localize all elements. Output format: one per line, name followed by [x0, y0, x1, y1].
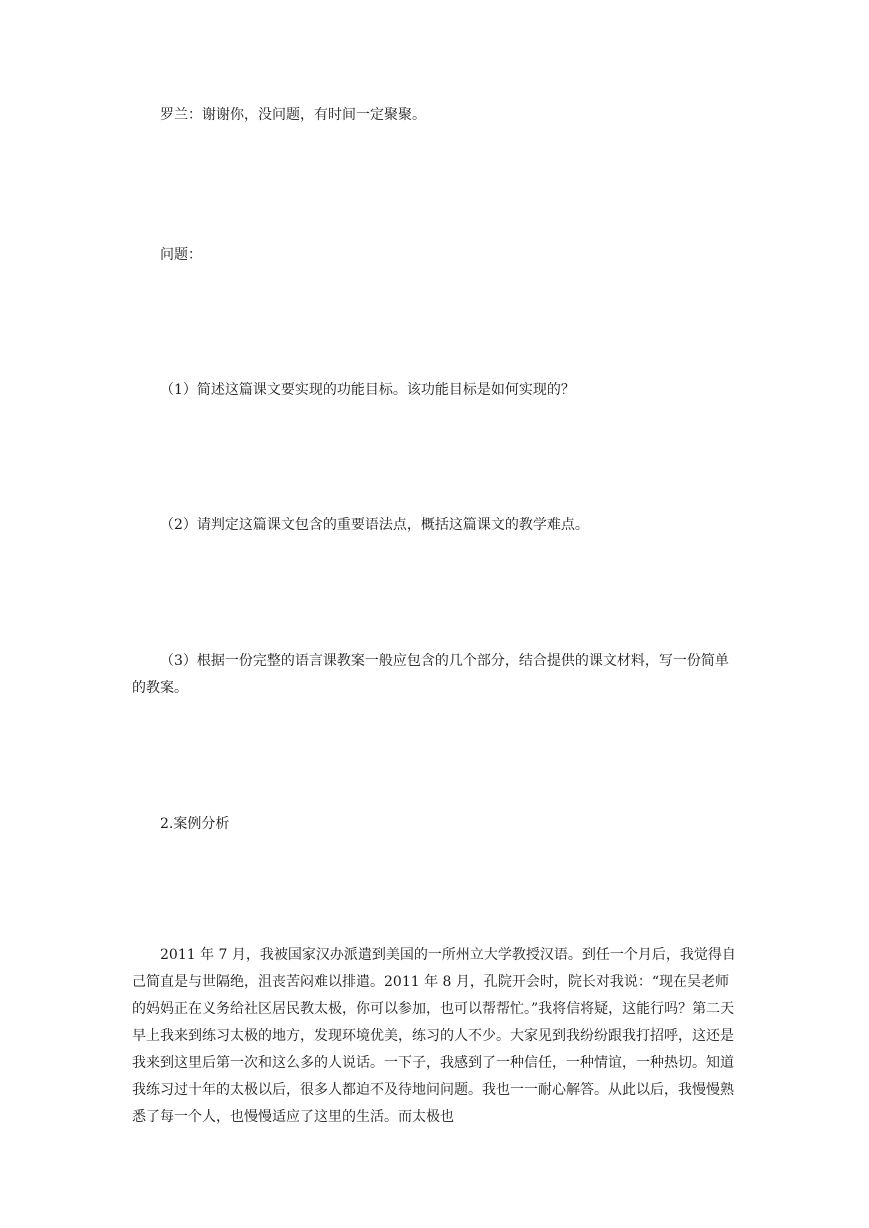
question-heading: 问题： — [160, 247, 202, 263]
question-1: （1）简述这篇课文要实现的功能目标。该功能目标是如何实现的？ — [160, 382, 575, 398]
question-2: （2）请判定这篇课文包含的重要语法点，概括这篇课文的教学难点。 — [160, 517, 589, 533]
case-paragraph: 2011 年 7 月，我被国家汉办派遣到美国的一所州立大学教授汉语。到任一个月后，我觉得自己简直是与世隔绝，沮丧苦闷难以排遣。2011 年 8 月，孔院开会时，院长对我说：“现在吴老师的妈妈正在义务给社区居民教太极，你可以参加，也可以帮帮忙。”我将信将疑，这能行吗？第二天早上我来到练习太极的地方，发现环境优美，练习的人不少。大家见到我纷纷跟我打招呼，这还是我来到这里后第一次和这么多的人说话。一下子，我感到了一种信任，一种情谊，一种热切。知道我练习过十年的太极以后，很多人都迫不及待地问问题。我也一一耐心解答。从此以后，我慢慢熟悉了每一个人，也慢慢适应了这里的生活。而太极也 — [132, 947, 736, 1125]
section-title: 2.案例分析 — [160, 816, 230, 832]
dialogue-line: 罗兰：谢谢你，没问题，有时间一定聚聚。 — [160, 107, 426, 123]
question-3: （3）根据一份完整的语言课教案一般应包含的几个部分，结合提供的课文材料，写一份简单的教案。 — [132, 653, 729, 696]
